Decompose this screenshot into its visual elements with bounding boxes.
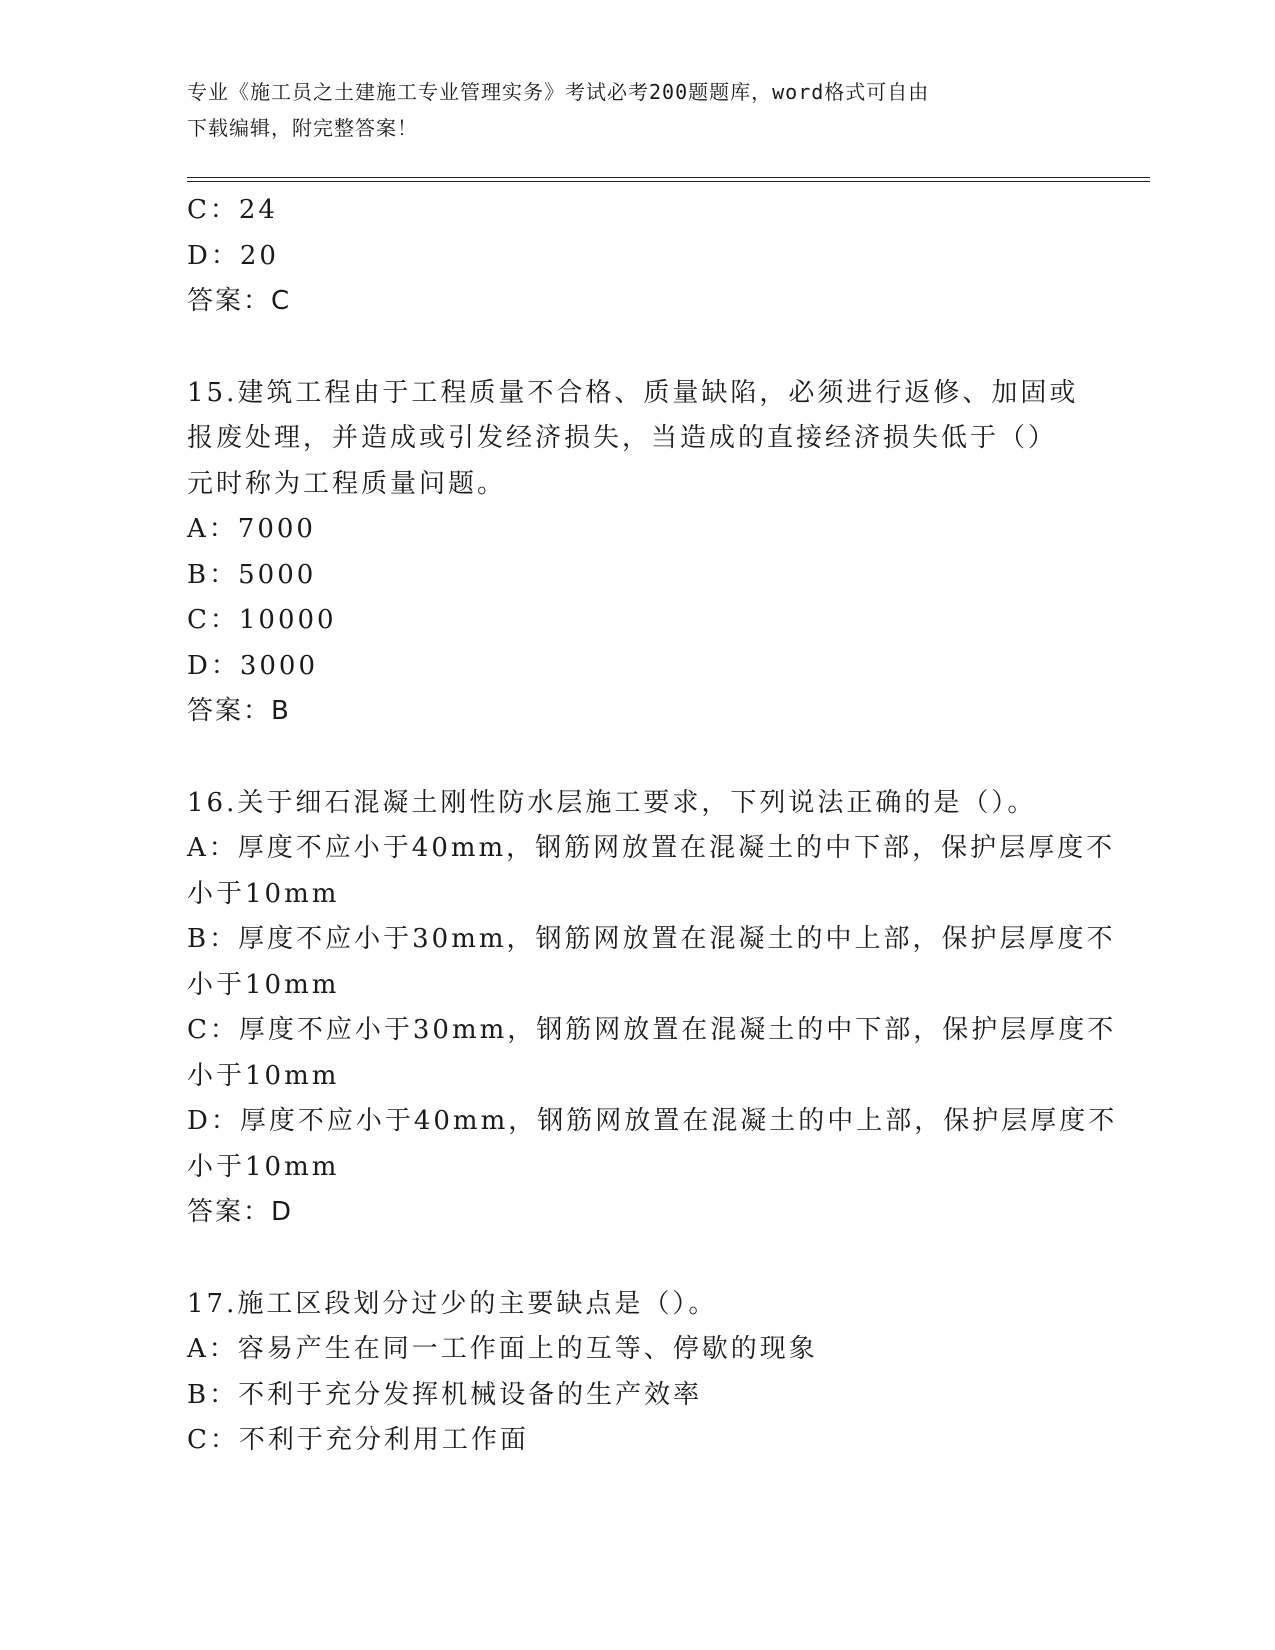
option-b: B：5000 [187,559,317,590]
option-d: D：20 [187,240,279,271]
answer-line: 答案：B [187,696,291,726]
header-title-line-2: 下载编辑，附完整答案！ [187,116,418,140]
page-header [187,74,1067,146]
option-b: B：厚度不应小于30mm，钢筋网放置在混凝土的中上部，保护层厚度不 [187,924,1116,954]
question-stem-line: 15.建筑工程由于工程质量不合格、质量缺陷，必须进行返修、加固或 [187,377,1079,408]
spacer [187,735,1087,781]
option-a: A：厚度不应小于40mm，钢筋网放置在混凝土的中下部，保护层厚度不 [187,833,1116,863]
option-b: B：不利于充分发挥机械设备的生产效率 [187,1379,703,1410]
option-d-continued: 小于10mm [187,1151,340,1182]
answer-line: 答案：D [187,1197,294,1227]
option-a: A：容易产生在同一工作面上的互等、停歇的现象 [187,1334,818,1364]
spacer [187,325,1087,371]
option-a: A：7000 [187,514,316,544]
question-17 [187,1282,1087,1464]
option-c-continued: 小于10mm [187,1060,340,1091]
question-14-tail [187,188,1087,325]
option-a-continued: 小于10mm [187,878,340,909]
header-divider [187,177,1150,182]
question-stem-line: 元时称为工程质量问题。 [187,468,507,499]
question-stem-line: 17.施工区段划分过少的主要缺点是（）。 [187,1288,718,1319]
option-c: C：厚度不应小于30mm，钢筋网放置在混凝土的中下部，保护层厚度不 [187,1015,1117,1045]
spacer [187,1236,1087,1282]
answer-line: 答案：C [187,286,292,316]
option-b-continued: 小于10mm [187,969,340,1000]
question-stem-line: 报废处理，并造成或引发经济损失，当造成的直接经济损失低于（） [187,423,1058,453]
option-c: C：不利于充分利用工作面 [187,1425,529,1455]
option-d: D：3000 [187,650,319,681]
header-title-line-1: 专业《施工员之土建施工专业管理实务》考试必考200题题库，word格式可自由 [187,80,930,104]
question-stem-line: 16.关于细石混凝土刚性防水层施工要求，下列说法正确的是（）。 [187,787,1037,818]
question-15 [187,371,1087,735]
option-c: C：24 [187,195,278,225]
option-d: D：厚度不应小于40mm，钢筋网放置在混凝土的中上部，保护层厚度不 [187,1106,1118,1136]
option-c: C：10000 [187,605,337,635]
question-content [187,188,1118,1464]
question-16 [187,781,1118,1236]
